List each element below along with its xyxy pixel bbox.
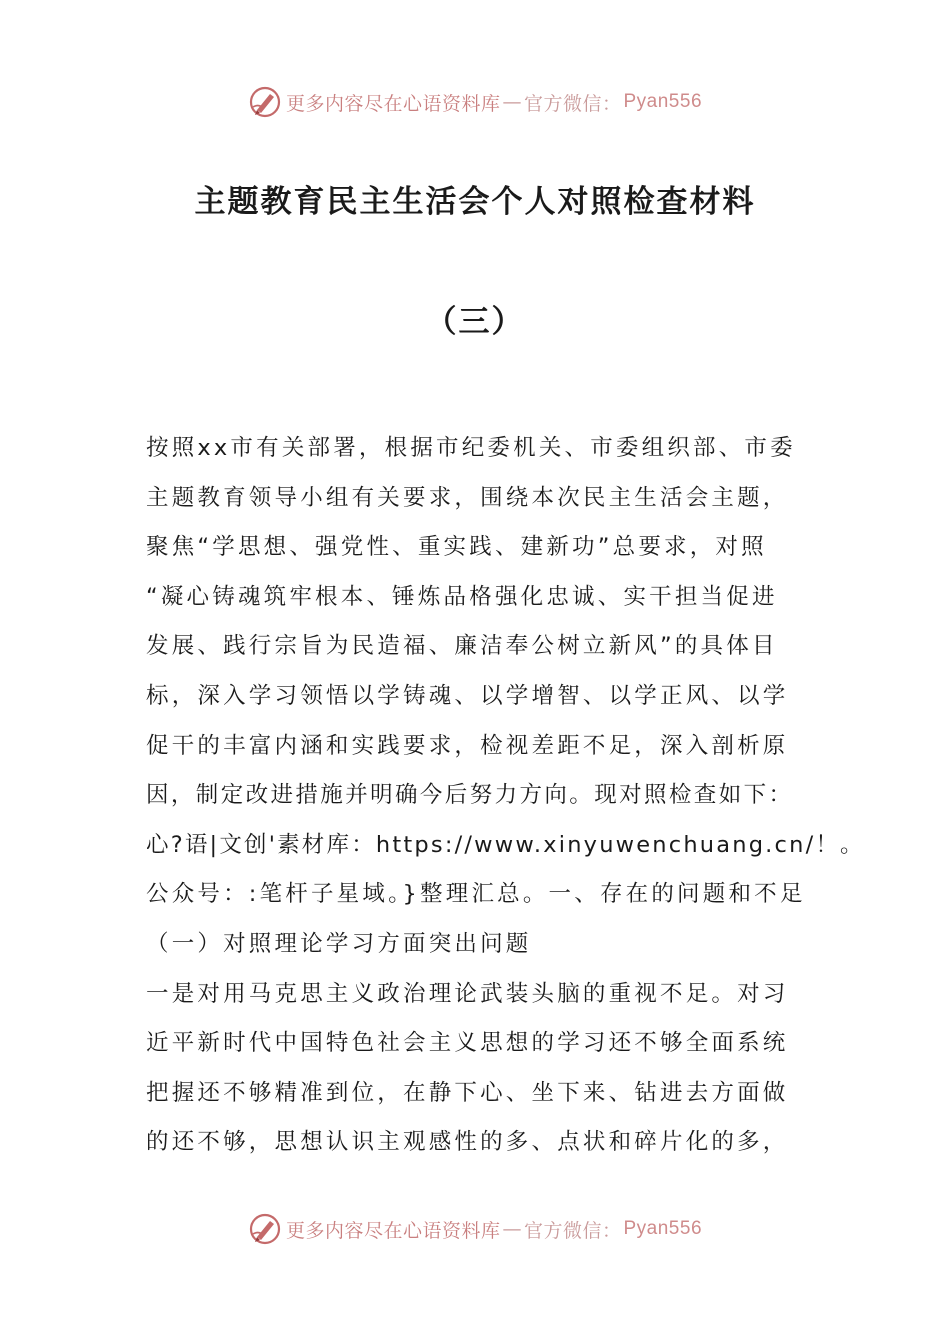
body-line: 把握还不够精准到位，在静下心、坐下来、钻进去方面做 [146, 1079, 789, 1106]
watermark-footer [0, 1209, 950, 1249]
watermark-separator: — [502, 91, 522, 113]
body-line: 标，深入学习领悟以学铸魂、以学增智、以学正风、以学 [146, 682, 789, 709]
body-line: 主题教育领导小组有关要求，围绕本次民主生活会主题， [146, 484, 789, 511]
body-line: 公众号：:笔杆子星域。}整理汇总。一、存在的问题和不足 [146, 881, 806, 908]
watermark-wechat-label: 官方微信： [523, 92, 622, 115]
body-line: 发展、践行宗旨为民造福、廉洁奉公树立新风”的具体目 [146, 633, 778, 660]
body-line: 近平新时代中国特色社会主义思想的学习还不够全面系统 [146, 1030, 789, 1057]
pen-logo-icon [248, 85, 282, 119]
pen-logo-icon [248, 1212, 282, 1246]
watermark-brand: 更多内容尽在心语资料库 [285, 92, 501, 115]
body-line-source-link: 心?语|文创'素材库：https://www.xinyuwenchuang.cn/！。 [146, 831, 865, 858]
watermark-brand: 更多内容尽在心语资料库 [285, 1219, 501, 1242]
body-line: 一是对用马克思主义政治理论武装头脑的重视不足。对习 [146, 980, 789, 1007]
body-line: 促干的丰富内涵和实践要求，检视差距不足，深入剖析原 [146, 732, 789, 759]
document-title: 主题教育民主生活会个人对照检查材料 [194, 184, 756, 220]
watermark-separator: — [502, 1218, 522, 1240]
watermark-wechat-id: Pyan556 [623, 91, 703, 112]
body-line: “凝心铸魂筑牢根本、锤炼品格强化忠诚、实干担当促进 [146, 583, 778, 610]
document-subtitle: （三） [425, 304, 525, 340]
body-line: 聚焦“学思想、强党性、重实践、建新功”总要求，对照 [146, 534, 767, 561]
watermark-wechat-label: 官方微信： [523, 1219, 622, 1242]
watermark-wechat-id: Pyan556 [623, 1218, 703, 1239]
section-heading: （一）对照理论学习方面突出问题 [146, 930, 532, 957]
body-line: 按照xx市有关部署，根据市纪委机关、市委组织部、市委 [146, 435, 796, 461]
body-line: 的还不够，思想认识主观感性的多、点状和碎片化的多， [146, 1129, 789, 1156]
document-body [146, 428, 865, 1172]
body-line: 因，制定改进措施并明确今后努力方向。现对照检查如下： [146, 782, 794, 809]
watermark-header [0, 82, 950, 122]
